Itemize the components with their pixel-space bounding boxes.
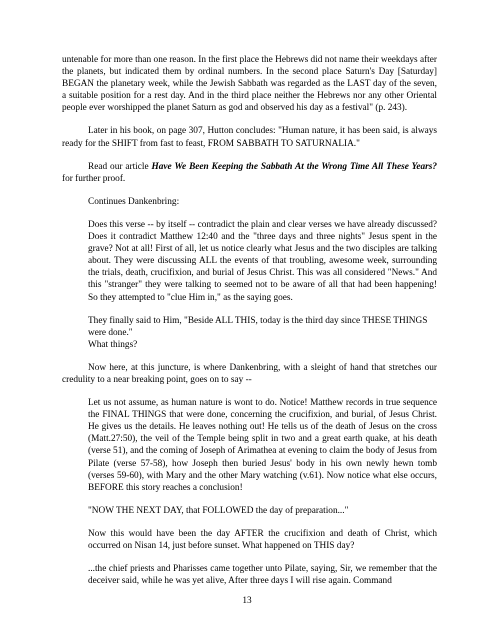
page-body xyxy=(62,54,437,598)
paragraph-continues-dankenbring: Continues Dankenbring: xyxy=(88,196,180,207)
quote-next-day: "NOW THE NEXT DAY, that FOLLOWED the day of preparation..." xyxy=(88,505,349,516)
page-number: 13 xyxy=(242,596,252,606)
quote-day-after: Now this would have been the day AFTER the crucifixion and death of Christ, which occurred on Nisan 14, just before sunset. What happened on THIS day? xyxy=(88,528,437,551)
what-things-line: What things? xyxy=(88,339,138,350)
quote-does-this-verse: Does this verse -- by itself -- contradict the plain and clear verses we have already discussed? Does it contradict Matthew 12:40 and the "three days and three nights" Jesus spent in the grave? Not at all! First of all, let us notice clearly what Jesus and the two disciples are talking about. They were discussing ALL the events of that troubling, awesome week, surrounding the trials, death, crucifixion, and burial of Jesus Christ. This was all considered "News." And this "stranger" they were talking to seemed not to be aware of all that had been happening! So they attempted to "clue Him in," as the saying goes. xyxy=(88,219,437,303)
paragraph-sleight-of-hand: Now here, at this juncture, is where Dankenbring, with a sleight of hand that stretches our credulity to a near breaking point, goes on to say -- xyxy=(62,362,437,385)
paragraph-untenable: untenable for more than one reason. In the first place the Hebrews did not name their weekdays after the planets, but indicated them by ordinal numbers. In the second place Saturn's Day [Saturday] BEGAN the planetary week, while the Jewish Sabbath was regarded as the LAST day of the seven, a suitable position for a rest day. And in the third place neither the Hebrews nor any other Oriental people ever worshipped the planet Saturn as god and observed his day as a festival" (p. 243). xyxy=(62,55,437,114)
quote-chief-priests: ...the chief priests and Pharisses came together unto Pilate, saying, Sir, we remember that the deceiver said, while he was yet alive, After three days I will rise again. Command xyxy=(88,564,437,587)
quote-let-us-not-assume: Let us not assume, as human nature is wont to do. Notice! Matthew records in true sequence the FINAL THINGS that were done, concerning the crucifixion, and burial, of Jesus Christ. He gives us the details. He leaves nothing out! He tells us of the death of Jesus on the cross (Matt.27:50), the veil of the Temple being split in two and a great earth quake, at his death (verse 51), and the coming of Joseph of Arimathea at evening to claim the body of Jesus from Pilate (verse 57-58), how Joseph then buried Jesus' body in his own newly hewn tomb (verses 59-60), with Mary and the other Mary watching (v.61). Now notice what else occurs, BEFORE this story reaches a conclusion! xyxy=(88,398,437,493)
article-title-reference: Have We Been Keeping the Sabbath At the Wrong Time All These Years? xyxy=(151,161,437,172)
read-article-suffix: for further proof. xyxy=(62,173,126,184)
read-article-prefix: Read our article xyxy=(88,161,152,172)
quote-third-day xyxy=(62,315,437,351)
paragraph-hutton-conclusion: Later in his book, on page 307, Hutton concludes: "Human nature, it has been said, is always ready for the SHIFT from fast to feast, FROM SABBATH TO SATURNALIA." xyxy=(62,126,437,149)
paragraph-read-article xyxy=(62,161,437,185)
third-day-line: They finally said to Him, "Beside ALL THIS, today is the third day since THESE THINGS were done." xyxy=(88,315,428,338)
